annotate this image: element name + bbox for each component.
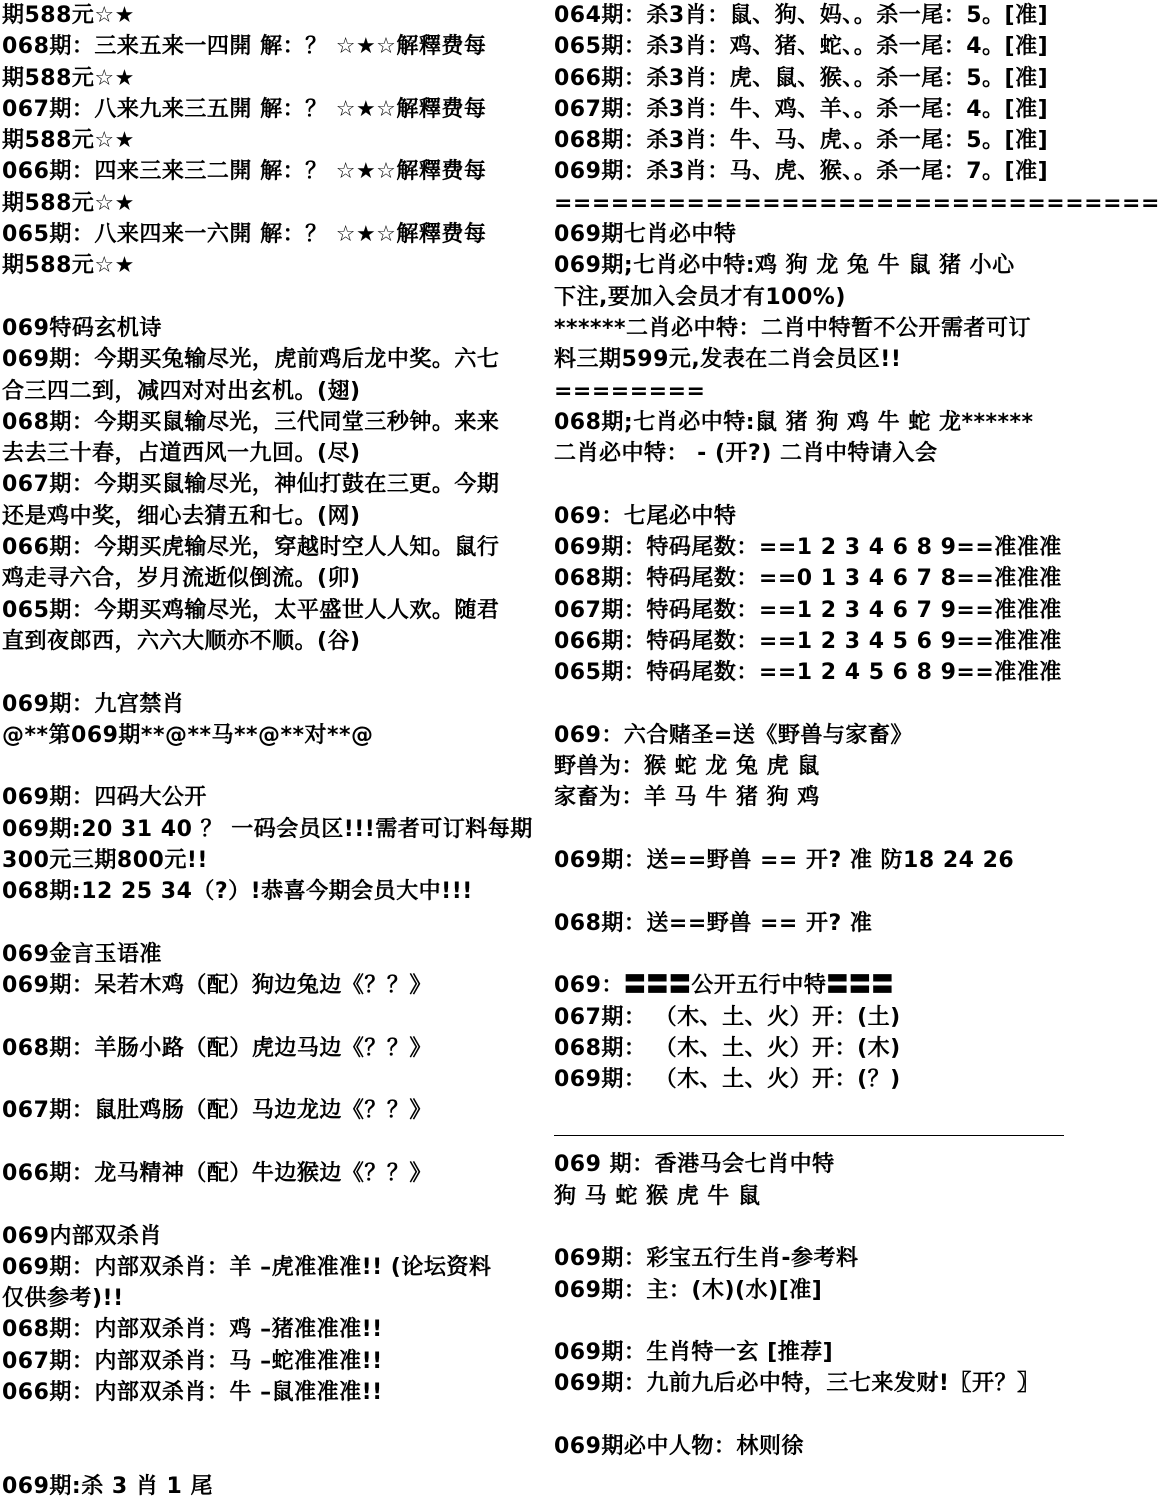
text-line: 067期：杀3肖：牛、鸡、羊、。杀一尾：4。[准]: [554, 96, 1049, 122]
blank-line: [554, 939, 1066, 970]
text-line: ================================: [554, 190, 1160, 216]
text-line: 067期： （木、土、火）开：(土): [554, 1004, 901, 1030]
text-line: 鸡走寻六合，岁月流逝似倒流。(卯): [2, 566, 361, 592]
blank-line: [554, 1212, 1066, 1243]
text-line: 还是鸡中奖，细心去猜五和七。(网): [2, 503, 361, 529]
text-line: @**第069期**@**马**@**对**@: [2, 722, 374, 748]
text-line: 068期;七肖必中特:鼠 猪 狗 鸡 牛 蛇 龙******: [554, 409, 1034, 435]
text-line: 068期：内部双杀肖：鸡 –猪准准准!!: [2, 1317, 383, 1343]
text-line: 066期：杀3肖：虎、鼠、猴、。杀一尾：5。[准]: [554, 65, 1049, 91]
text-line: 300元三期800元!!: [2, 848, 208, 874]
text-line: 069期：四码大公开: [2, 785, 207, 811]
blank-line: [2, 1408, 528, 1439]
blank-line: [554, 1400, 1066, 1431]
text-line: 069：六合赌圣=送《野兽与家畜》: [554, 722, 913, 748]
text-line: 067期：今期买鼠输尽光，神仙打鼓在三更。今期: [2, 472, 500, 498]
text-line: 069期：呆若木鸡（配）狗边兔边《？？》: [2, 973, 432, 999]
text-line: 去去三十春，占道西风一九回。(尽): [2, 441, 361, 467]
text-line: 069特码玄机诗: [2, 315, 162, 341]
blank-line: [2, 1189, 528, 1220]
text-line: 067期：鼠肚鸡肠（配）马边龙边《？？》: [2, 1098, 432, 1124]
text-line: 067期：八来九来三五開 解：？ ☆★☆解釋费每: [2, 96, 487, 122]
text-line: 066期：四来三来三二開 解：？ ☆★☆解釋费每: [2, 159, 487, 185]
text-line: 069期：杀3肖：马、虎、猴、。杀一尾：7。[准]: [554, 159, 1049, 185]
text-line: 069期必中人物：林则徐: [554, 1434, 804, 1460]
text-line: 期588元☆★: [2, 3, 135, 28]
section-divider: [554, 1135, 1064, 1137]
blank-line: [554, 814, 1066, 845]
text-line: 065期：八来四来一六開 解：？ ☆★☆解釋费每: [2, 222, 487, 248]
blank-line: [2, 908, 528, 939]
blank-line: [2, 751, 528, 782]
text-line: 069期：生肖特一玄 [推荐]: [554, 1340, 834, 1366]
text-line: 069内部双杀肖: [2, 1223, 162, 1249]
text-line: 合三四二到，减四对对出玄机。(翅): [2, 378, 361, 404]
text-line: 狗 马 蛇 猴 虎 牛 鼠: [554, 1183, 761, 1209]
text-line: 067期：特码尾数：==1 2 3 4 6 7 9==准准准: [554, 597, 1062, 623]
text-line: 069期;七肖必中特:鸡 狗 龙 兔 牛 鼠 猪 小心: [554, 253, 1015, 279]
text-line: 069：〓〓〓公开五行中特〓〓〓: [554, 973, 894, 999]
text-line: ========: [554, 378, 706, 404]
text-line: 野兽为：猴 蛇 龙 兔 虎 鼠: [554, 754, 820, 780]
text-line: 066期：今期买虎输尽光，穿越时空人人知。鼠行: [2, 535, 500, 561]
right-column: [554, 0, 1160, 1462]
text-line: 069期：九前九后必中特，三七来发财!〖开？〗: [554, 1371, 1040, 1397]
blank-line: [554, 1306, 1066, 1337]
text-line: ******二肖必中特：二肖中特暂不公开需者可订: [554, 315, 1032, 341]
text-line: 069金言玉语准: [2, 941, 162, 967]
text-line: 期588元☆★: [2, 253, 135, 279]
text-line: 069期：今期买兔输尽光，虎前鸡后龙中奖。六七: [2, 347, 500, 373]
text-line: 068期：三来五来一四開 解：？ ☆★☆解釋费每: [2, 34, 487, 60]
text-line: 068期：特码尾数：==0 1 3 4 6 7 8==准准准: [554, 566, 1062, 592]
text-line: 069期：主：(木)(水)[准]: [554, 1277, 823, 1303]
text-line: 068期:12 25 34（?）!恭喜今期会员大中!!!: [2, 879, 473, 905]
text-line: 065期：特码尾数：==1 2 4 5 6 8 9==准准准: [554, 660, 1062, 686]
text-line: 069 期：香港马会七肖中特: [554, 1152, 835, 1178]
text-line: 064期：杀3肖：鼠、狗、妈、。杀一尾：5。[准]: [554, 3, 1049, 28]
text-line: 直到夜郎西，六六大顺亦不顺。(谷): [2, 628, 361, 654]
text-line: 069期：九宫禁肖: [2, 691, 185, 717]
text-line: 068期：杀3肖：牛、马、虎、。杀一尾：5。[准]: [554, 128, 1049, 154]
text-line: 068期：送==野兽 == 开? 准: [554, 910, 873, 936]
text-line: 068期：羊肠小路（配）虎边马边《？？》: [2, 1035, 432, 1061]
text-line: 068期：今期买鼠输尽光，三代同堂三秒钟。来来: [2, 409, 500, 435]
text-line: 069期七肖必中特: [554, 222, 737, 248]
blank-line: [2, 1127, 528, 1158]
text-line: 069期:杀 3 肖 1 尾: [2, 1473, 213, 1499]
blank-line: [554, 469, 1066, 500]
text-line: 065期：今期买鸡输尽光，太平盛世人人欢。随君: [2, 597, 500, 623]
text-line: 069期：彩宝五行生肖-参考料: [554, 1246, 859, 1272]
text-line: 065期：杀3肖：鸡、猪、蛇、。杀一尾：4。[准]: [554, 34, 1049, 60]
text-line: 069期：特码尾数：==1 2 3 4 6 8 9==准准准: [554, 535, 1062, 561]
left-column: [2, 0, 533, 1502]
text-line: 069期:20 31 40 ？ 一码会员区!!!需者可订料每期: [2, 816, 533, 842]
text-line: 067期：内部双杀肖：马 –蛇准准准!!: [2, 1348, 383, 1374]
text-line: 068期： （木、土、火）开：(木): [554, 1035, 901, 1061]
blank-line: [2, 1440, 528, 1471]
blank-line: [2, 657, 528, 688]
text-line: 069期：送==野兽 == 开? 准 防18 24 26: [554, 848, 1015, 874]
blank-line: [2, 1002, 528, 1033]
right-bottom-section: [554, 1149, 1066, 1462]
text-line: 069：七尾必中特: [554, 503, 737, 529]
text-line: 066期：内部双杀肖：牛 –鼠准准准!!: [2, 1380, 383, 1406]
blank-line: [2, 1064, 528, 1095]
blank-line: [554, 876, 1066, 907]
text-line: 期588元☆★: [2, 190, 135, 216]
text-line: 066期：特码尾数：==1 2 3 4 5 6 9==准准准: [554, 628, 1062, 654]
blank-line: [2, 282, 528, 313]
text-line: 069期： （木、土、火）开：(？): [554, 1067, 901, 1093]
text-line: 069期：内部双杀肖：羊 –虎准准准!! (论坛资料: [2, 1254, 492, 1280]
text-line: 066期：龙马精神（配）牛边猴边《？？》: [2, 1160, 432, 1186]
text-line: 仅供参考)!!: [2, 1286, 124, 1312]
text-line: 期588元☆★: [2, 128, 135, 154]
blank-line: [554, 689, 1066, 720]
text-line: 期588元☆★: [2, 65, 135, 91]
text-line: 二肖必中特： - (开?) 二肖中特请入会: [554, 441, 938, 467]
text-line: 下注,要加入会员才有100%): [554, 284, 846, 310]
text-line: 料三期599元,发表在二肖会员区!!: [554, 347, 902, 373]
text-line: 家畜为：羊 马 牛 猪 狗 鸡: [554, 785, 820, 811]
right-top-section: [554, 0, 1160, 1095]
